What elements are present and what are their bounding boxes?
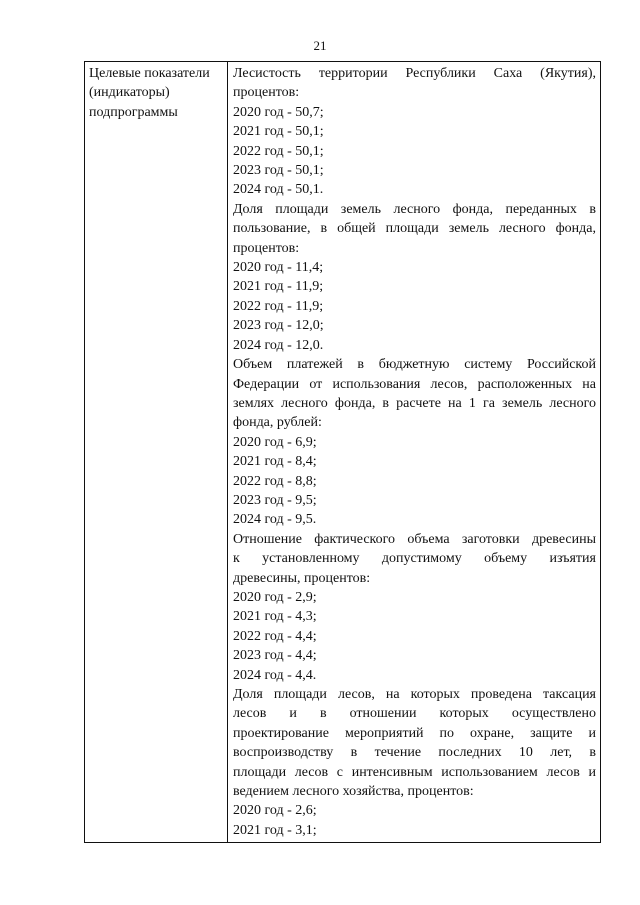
indicator-title-line: процентов: <box>233 240 300 256</box>
indicators-cell <box>233 64 596 840</box>
indicator-value: 2022 год - 50,1; <box>233 143 324 159</box>
indicator-title-line: фонда, рублей: <box>233 415 322 431</box>
indicator-value: 2021 год - 11,9; <box>233 279 324 295</box>
indicator-value: 2024 год - 4,4. <box>233 667 317 683</box>
indicator-value: 2021 год - 4,3; <box>233 609 317 625</box>
indicator-value: 2024 год - 50,1. <box>233 182 324 198</box>
indicator-value: 2020 год - 50,7; <box>233 104 324 120</box>
indicator-block <box>233 685 596 840</box>
indicator-title-line: Отношение фактического объема заготовки древесины <box>233 531 596 547</box>
indicator-value: 2024 год - 9,5. <box>233 512 317 528</box>
indicator-title-line: площади лесов с интенсивным использованием лесов и <box>233 764 596 780</box>
indicator-title-line: землях лесного фонда, в расчете на 1 га земель лесного <box>233 395 596 411</box>
indicator-block <box>233 64 596 200</box>
indicator-value: 2021 год - 8,4; <box>233 454 317 470</box>
indicator-value: 2023 год - 12,0; <box>233 318 324 334</box>
indicator-value: 2020 год - 11,4; <box>233 260 324 276</box>
indicator-value: 2023 год - 4,4; <box>233 648 317 664</box>
indicator-title-line: Федерации от использования лесов, расположенных на <box>233 376 596 392</box>
indicator-value: 2022 год - 8,8; <box>233 473 317 489</box>
indicator-title-line: к установленному допустимому объему изъятия <box>233 551 596 567</box>
indicator-block <box>233 530 596 685</box>
indicator-value: 2022 год - 4,4; <box>233 628 317 644</box>
indicator-value: 2023 год - 9,5; <box>233 492 317 508</box>
indicator-value: 2024 год - 12,0. <box>233 337 324 353</box>
subprogram-table <box>84 61 601 843</box>
page-number: 21 <box>313 38 327 53</box>
indicator-title-line: лесов и в отношении которых осуществлено <box>233 706 596 722</box>
indicator-title-line: древесины, процентов: <box>233 570 371 586</box>
indicator-value: 2021 год - 3,1; <box>233 822 317 838</box>
indicator-title-line: ведением лесного хозяйства, процентов: <box>233 784 474 800</box>
indicator-block <box>233 200 596 355</box>
indicator-title-line: пользование, в общей площади земель лесного фонда, <box>233 221 596 237</box>
indicator-title-line: воспроизводству в течение последних 10 лет, в <box>233 745 596 761</box>
column-divider <box>227 62 228 842</box>
indicator-title-line: процентов: <box>233 85 300 101</box>
row-header-line: Целевые показатели <box>89 66 210 81</box>
indicator-title-line: проектирование мероприятий по охране, защите и <box>233 725 596 741</box>
indicator-title-line: Доля площади лесов, на которых проведена таксация <box>233 687 596 702</box>
indicator-value: 2020 год - 2,6; <box>233 803 317 819</box>
indicator-title-line: Объем платежей в бюджетную систему Российской <box>233 357 596 373</box>
indicator-value: 2022 год - 11,9; <box>233 298 324 314</box>
indicator-block <box>233 355 596 530</box>
indicator-title-line: Доля площади земель лесного фонда, переданных в <box>233 201 596 217</box>
row-header-line: подпрограммы <box>89 104 178 120</box>
indicator-value: 2020 год - 6,9; <box>233 434 317 450</box>
indicator-value: 2023 год - 50,1; <box>233 163 324 179</box>
indicator-title-line: Лесистость территории Республики Саха (Якутия), <box>233 66 596 81</box>
row-header-cell <box>89 64 225 122</box>
indicator-value: 2021 год - 50,1; <box>233 124 324 140</box>
row-header-line: (индикаторы) <box>89 85 170 101</box>
indicator-value: 2020 год - 2,9; <box>233 589 317 605</box>
